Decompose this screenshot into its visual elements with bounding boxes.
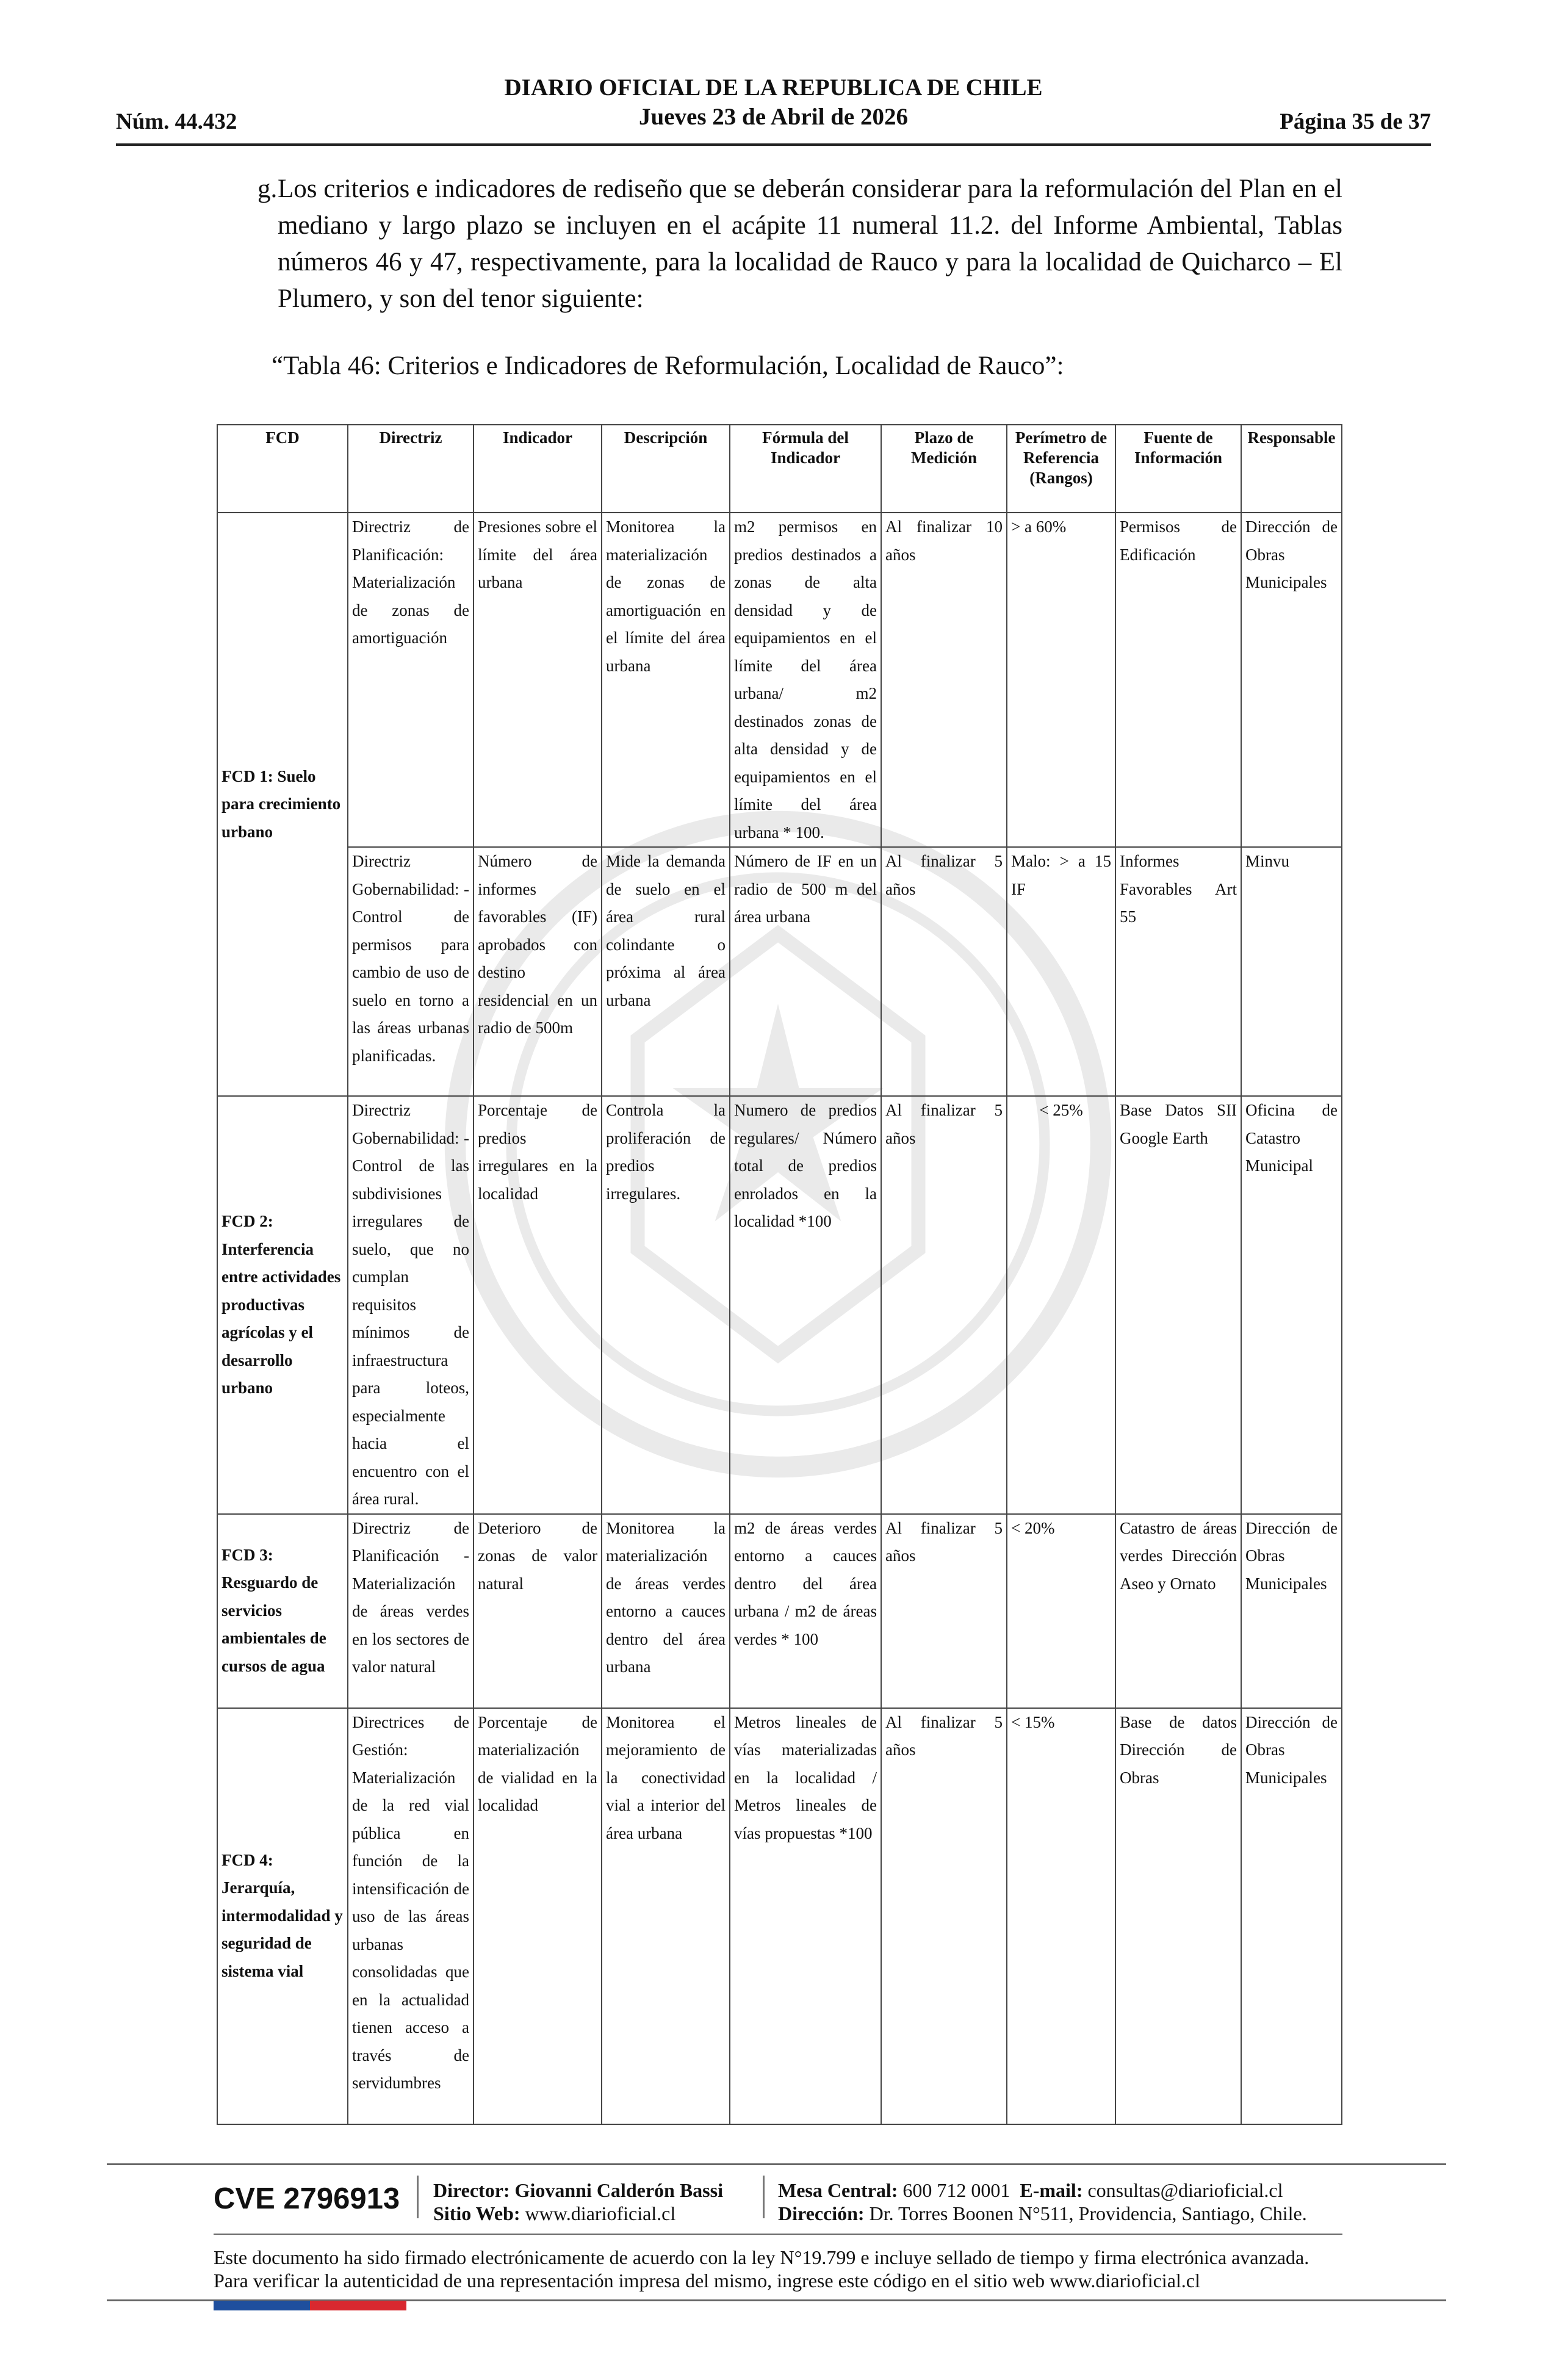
directriz-cell: Directrices de Gestión: Materialización de la red vial pública en función de la intensificación de uso de las áreas urbanas consolidadas que en la actualidad tienen acceso a través de servidumbres [348,1708,474,2124]
issue-number: Núm. 44.432 [116,109,237,134]
plazo-cell: Al finalizar 5 años [881,1708,1007,2124]
email-label: E-mail: [1020,2179,1083,2201]
fuente-cell: Base de datos Dirección de Obras [1115,1708,1241,2124]
fuente-cell: Informes Favorables Art 55 [1115,847,1241,1096]
address-label: Dirección: [778,2202,865,2224]
fuente-cell: Base Datos SII Google Earth [1115,1096,1241,1514]
formula-cell: m2 permisos en predios destinados a zonas de alta densidad y de equipamientos en el límite del área urbana/ m2 destinados zonas de alta densidad y de equipamientos en el límite del área urbana * 100. [730,513,881,847]
page-header [116,73,1431,146]
criteria-table [217,424,1342,2125]
header-indicador: Indicador [474,425,602,513]
footer-separator [763,2176,765,2218]
publication-date: Jueves 23 de Abril de 2026 [639,104,908,130]
flag-bar-blue [214,2301,310,2310]
header-fcd: FCD [217,425,348,513]
header-descripcion: Descripción [602,425,730,513]
indicador-cell: Porcentaje de materialización de vialidad en la localidad [474,1708,602,2124]
director-label: Director: [433,2179,510,2201]
publication-title: DIARIO OFICIAL DE LA REPUBLICA DE CHILE [504,74,1043,101]
fcd-cell: FCD 2: Interferencia entre actividades productivas agrícolas y el desarrollo urbano [217,1096,348,1514]
plazo-cell: Al finalizar 5 años [881,1096,1007,1514]
header-directriz: Directriz [348,425,474,513]
header-perimetro: Perímetro de Referencia (Rangos) [1007,425,1115,513]
director-name: Giovanni Calderón Bassi [514,2179,723,2201]
list-marker: g. [258,175,278,203]
table-row [217,847,1342,1096]
website-label: Sitio Web: [433,2202,520,2224]
directriz-cell: Directriz de Planificación - Materialización de áreas verdes en los sectores de valor natural [348,1514,474,1708]
formula-cell: Número de IF en un radio de 500 m del área urbana [730,847,881,1096]
header-responsable: Responsable [1241,425,1342,513]
table-title: “Tabla 46: Criterios e Indicadores de Reformulación, Localidad de Rauco”: [272,352,1064,380]
mesa-label: Mesa Central: [778,2179,898,2201]
perimetro-cell: > a 60% [1007,513,1115,847]
footer-separator [417,2176,419,2218]
responsable-cell: Minvu [1241,847,1342,1096]
mesa-phone: 600 712 0001 [902,2179,1010,2201]
descripcion-cell: Controla la proliferación de predios irregulares. [602,1096,730,1514]
header-fuente: Fuente de Información [1115,425,1241,513]
responsable-cell: Dirección de Obras Municipales [1241,513,1342,847]
footer-divider [214,2234,1342,2235]
plazo-cell: Al finalizar 5 años [881,1514,1007,1708]
table-row [217,1514,1342,1708]
legal-notice: Este documento ha sido firmado electrónicamente de acuerdo con la ley N°19.799 e incluye sellado de tiempo y firma electrónica avanzada. Para verificar la autenticidad de una representación impresa del mismo, ingrese este código en el sitio web www.diarioficial.cl [214,2246,1309,2292]
fuente-cell: Permisos de Edificación [1115,513,1241,847]
flag-bar-red [310,2301,406,2310]
email-link[interactable]: consultas@diarioficial.cl [1087,2179,1283,2201]
fuente-cell: Catastro de áreas verdes Dirección Aseo y Ornato [1115,1514,1241,1708]
header-formula: Fórmula del Indicador [730,425,881,513]
descripcion-cell: Mide la demanda de suelo en el área rural colindante o próxima al área urbana [602,847,730,1096]
plazo-cell: Al finalizar 5 años [881,847,1007,1096]
table-header-row [217,425,1342,513]
indicador-cell: Número de informes favorables (IF) aprobados con destino residencial en un radio de 500m [474,847,602,1096]
table-row [217,1708,1342,2124]
intro-paragraph [258,171,1342,317]
descripcion-cell: Monitorea la materialización de zonas de amortiguación en el límite del área urbana [602,513,730,847]
table-row [217,513,1342,847]
indicador-cell: Porcentaje de predios irregulares en la localidad [474,1096,602,1514]
perimetro-cell: < 25% [1007,1096,1115,1514]
director-line [433,2179,723,2202]
formula-cell: m2 de áreas verdes entorno a cauces dentro del área urbana / m2 de áreas verdes * 100 [730,1514,881,1708]
responsable-cell: Dirección de Obras Municipales [1241,1708,1342,2124]
perimetro-cell: Malo: > a 15 IF [1007,847,1115,1096]
intro-text: Los criterios e indicadores de rediseño que se deberán considerar para la reformulación del Plan en el mediano y largo plazo se incluyen en el acápite 11 numeral 11.2. del Informe Ambiental, Tablas números 46 y 47, respectivamente, para la localidad de Rauco y para la localidad de Quicharco – El Plumero, y son del tenor siguiente: [278,175,1342,313]
website-link[interactable]: www.diarioficial.cl [525,2202,676,2224]
directriz-cell: Directriz Gobernabilidad: - Control de las subdivisiones irregulares de suelo, que no cumplan requisitos mínimos de infraestructura para loteos, especialmente hacia el encuentro con el área rural. [348,1096,474,1514]
perimetro-cell: < 20% [1007,1514,1115,1708]
website-line [433,2202,723,2225]
table-row [217,1096,1342,1514]
header-plazo: Plazo de Medición [881,425,1007,513]
responsable-cell: Oficina de Catastro Municipal [1241,1096,1342,1514]
directriz-cell: Directriz Gobernabilidad: - Control de permisos para cambio de uso de suelo en torno a las áreas urbanas planificadas. [348,847,474,1096]
indicador-cell: Deterioro de zonas de valor natural [474,1514,602,1708]
address-line [778,2202,1307,2225]
directriz-cell: Directriz de Planificación: Materialización de zonas de amortiguación [348,513,474,847]
page-number: Página 35 de 37 [1280,109,1431,134]
descripcion-cell: Monitorea la materialización de áreas verdes entorno a cauces dentro del área urbana [602,1514,730,1708]
fcd-cell: FCD 3: Resguardo de servicios ambientales de cursos de agua [217,1514,348,1708]
footer-divider [107,2163,1446,2165]
indicador-cell: Presiones sobre el límite del área urbana [474,513,602,847]
fcd-cell: FCD 4: Jerarquía, intermodalidad y seguridad de sistema vial [217,1708,348,2124]
address-text: Dr. Torres Boonen N°511, Providencia, Santiago, Chile. [869,2202,1307,2224]
formula-cell: Numero de predios regulares/ Número total de predios enrolados en la localidad *100 [730,1096,881,1514]
plazo-cell: Al finalizar 10 años [881,513,1007,847]
cve-code: CVE 2796913 [214,2182,400,2215]
footer-director-block [433,2179,723,2225]
formula-cell: Metros lineales de vías materializadas en la localidad / Metros lineales de vías propuestas *100 [730,1708,881,2124]
descripcion-cell: Monitorea el mejoramiento de la conectividad vial a interior del área urbana [602,1708,730,2124]
contact-line [778,2179,1307,2202]
perimetro-cell: < 15% [1007,1708,1115,2124]
responsable-cell: Dirección de Obras Municipales [1241,1514,1342,1708]
fcd-cell: FCD 1: Suelo para crecimiento urbano [217,513,348,1096]
footer-contact-block [778,2179,1307,2225]
header-center [116,73,1431,132]
